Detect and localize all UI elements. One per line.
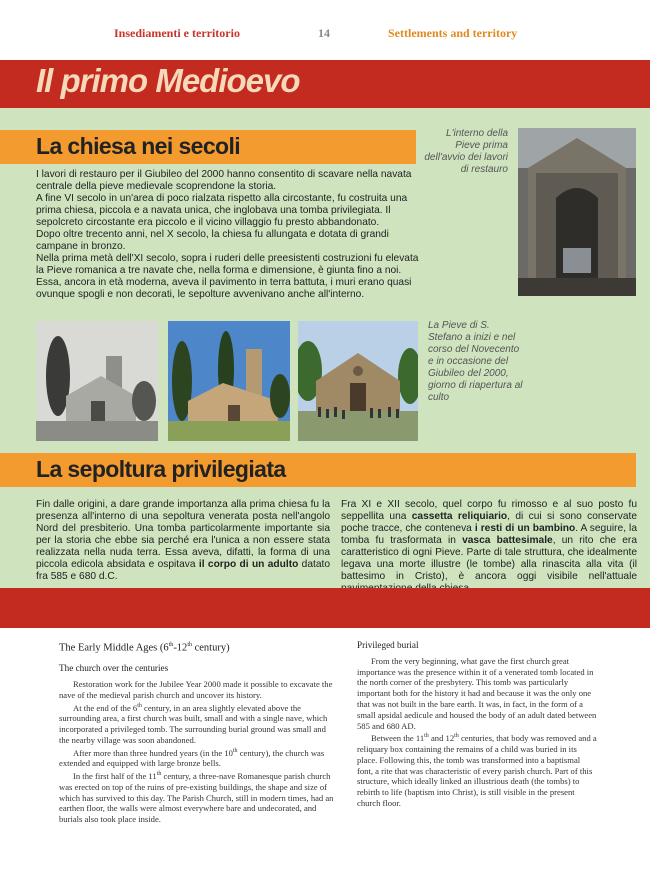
text-run-bold: cassetta reliquiario (411, 511, 508, 522)
english-paragraph: From the very beginning, what gave the first church great importance was the presence within it of a venerated tomb located in the north corner of the presbytery. This tomb was particularly important both for the history it had and because it was the only one that was not built in the bare earth. It was, in fact, in the form of a small apsidal aedicule and housed the body of an adult dated between 585 and 680 AD. (357, 655, 597, 731)
photo-caption-interior: L'interno della Pieve prima dell'avvio dei lavori di restauro (424, 128, 508, 175)
section-title-church: La chiesa nei secoli (0, 130, 416, 164)
english-paragraph: Restoration work for the Jubilee Year 2000 made it possible to excavate the nave of the medieval parish church and uncover its history. (59, 679, 333, 700)
running-header (0, 0, 650, 60)
text-run: In the first half of the 11 (73, 771, 157, 782)
text-run: Fin dalle origini, a dare grande importanza alla prima chiesa fu la presenza all'interno di una sepoltura venerata posta nell'angolo Nord del presbiterio. Una tomba particolarmente importante sia per la storia che ebbe sia perché era l'unica a non essere stata realizzata nella nuda terra. Essa aveva, difatti, la forma di una piccola edicola absidata e ospitava (36, 499, 330, 570)
english-paragraph (59, 746, 335, 769)
bottom-band (0, 588, 650, 628)
section-body-church (36, 169, 420, 301)
header-english-section: Settlements and territory (388, 26, 518, 40)
text-run: century) (191, 642, 230, 654)
english-column-right (357, 640, 597, 809)
superscript: th (187, 642, 192, 648)
english-subheading-church: The church over the centuries (59, 663, 169, 674)
superscript: th (454, 733, 459, 740)
page-title: Il primo Medioevo (36, 62, 300, 99)
page-number: 14 (318, 26, 330, 40)
english-subheading-burial: Privileged burial (357, 640, 419, 650)
section-title-burial: La sepoltura privilegiata (0, 453, 636, 487)
text-run-bold: i resti di un bambino (474, 523, 576, 534)
superscript: th (168, 642, 174, 648)
church-interior-photo (518, 128, 636, 296)
text-run: After more than three hundred years (in the 10 (73, 747, 233, 758)
photo-caption-exterior: La Pieve di S. Stefano a inizi e nel corso del Novecento e in occasione del Giubileo del 2000, giorno di riapertura al culto (428, 320, 523, 403)
paragraph: I lavori di restauro per il Giubileo del 2000 hanno consentito di scavare nella navata centrale della pieve medievale scoprendone la storia. (36, 169, 412, 192)
church-exterior-color-photo (168, 321, 290, 441)
text-run: century), the church was extended and equipped with large bronze bells. (59, 747, 325, 769)
section-body-burial-right (341, 499, 637, 595)
text-run: . A seguire, la tomba fu trasformata in (341, 523, 637, 546)
italian-panel (0, 60, 650, 628)
english-heading (59, 640, 335, 654)
header-italian-section: Insediamenti e territorio (114, 26, 240, 40)
paragraph: A fine VI secolo in un'area di poco rialzata rispetto alla circostante, fu costruita una prima chiesa, piccola e a navata unica, che inglobava una tomba privilegiata. Il sepolcreto circostante era piccolo e il vicino villaggio fu presto abbandonato. (36, 193, 408, 228)
text-run: The Early Middle Ages (6 (59, 642, 169, 654)
paragraph: Dopo oltre trecento anni, nel X secolo, la chiesa fu allungata e dotata di grandi campane in bronzo. (36, 229, 389, 252)
text-run: -12 (173, 642, 188, 654)
superscript: th (156, 771, 162, 778)
superscript: th (137, 702, 142, 709)
text-run: and 12 (428, 733, 455, 744)
text-run: Fra XI e XII secolo, quel corpo fu rimosso e al suo posto fu seppellita una (341, 499, 637, 522)
text-run-bold: il corpo di un adulto (198, 559, 299, 570)
text-run-bold: vasca battesimale (462, 535, 553, 546)
text-run: , di cui si sono conservate poche tracce, che conteneva (341, 511, 637, 534)
text-run: Between the 11 (371, 733, 425, 744)
english-column-left (59, 640, 335, 825)
church-reopening-crowd-photo (298, 321, 418, 441)
section-body-burial-left (36, 499, 330, 583)
text-run: datato fra 585 e 680 d.C. (36, 559, 331, 582)
text-run: , un rito che era caratteristico di ogni Pieve. Parte di tale struttura, che idealmente legava una morte illustre (le tombe) alla rinascita alla vita (il battesimo in Cristo), è ancora oggi visibile nell'attuale (341, 535, 637, 582)
text-run: century, a three-nave Romanesque parish church was erected on top of the ruins of pre-existing buildings, the shape and size of which has survived to this day. The Parish Church, still in modern times, had an earthen floor, the walls were almost everywhere bare and undecorated, and burials also took place inside. (59, 771, 334, 825)
superscript: th (424, 733, 429, 740)
english-paragraph (59, 769, 335, 825)
english-paragraph (357, 731, 597, 808)
title-band (0, 60, 650, 108)
paragraph: Nella prima metà dell'XI secolo, sopra i ruderi delle preesistenti costruzioni fu elevata la Pieve romanica a tre navate che, nella forma e dimensione, è giunta fino a noi. Essa, ancora in età moderna, aveva il pavimento in terra battuta, i muri erano quasi ovunque spogli e non decorati, le sepolture avvenivano anche all'interno. (36, 253, 419, 300)
text-run: At the end of the 6 (73, 702, 138, 713)
text-run: centuries, that body was removed and a reliquary box containing the remains of a child was buried in its place. Following this, the tomb was transformed into a baptismal font, a rite that was characteristic of every parish church. Part of this structure, which ideally linked an illustrious death (the tombs) to rebirth to life (baptism into Christ), is still visible in the present church floor. (357, 733, 597, 809)
church-historic-bw-photo (36, 321, 158, 441)
text-run: century, in an area slightly elevated above the surrounding area, a first church was built, small and with a single nave, which incorporated a privileged tomb. The surrounding burial ground was small and the nearby village was soon abandoned. (59, 702, 328, 745)
superscript: th (232, 747, 238, 754)
english-paragraph (59, 701, 335, 746)
